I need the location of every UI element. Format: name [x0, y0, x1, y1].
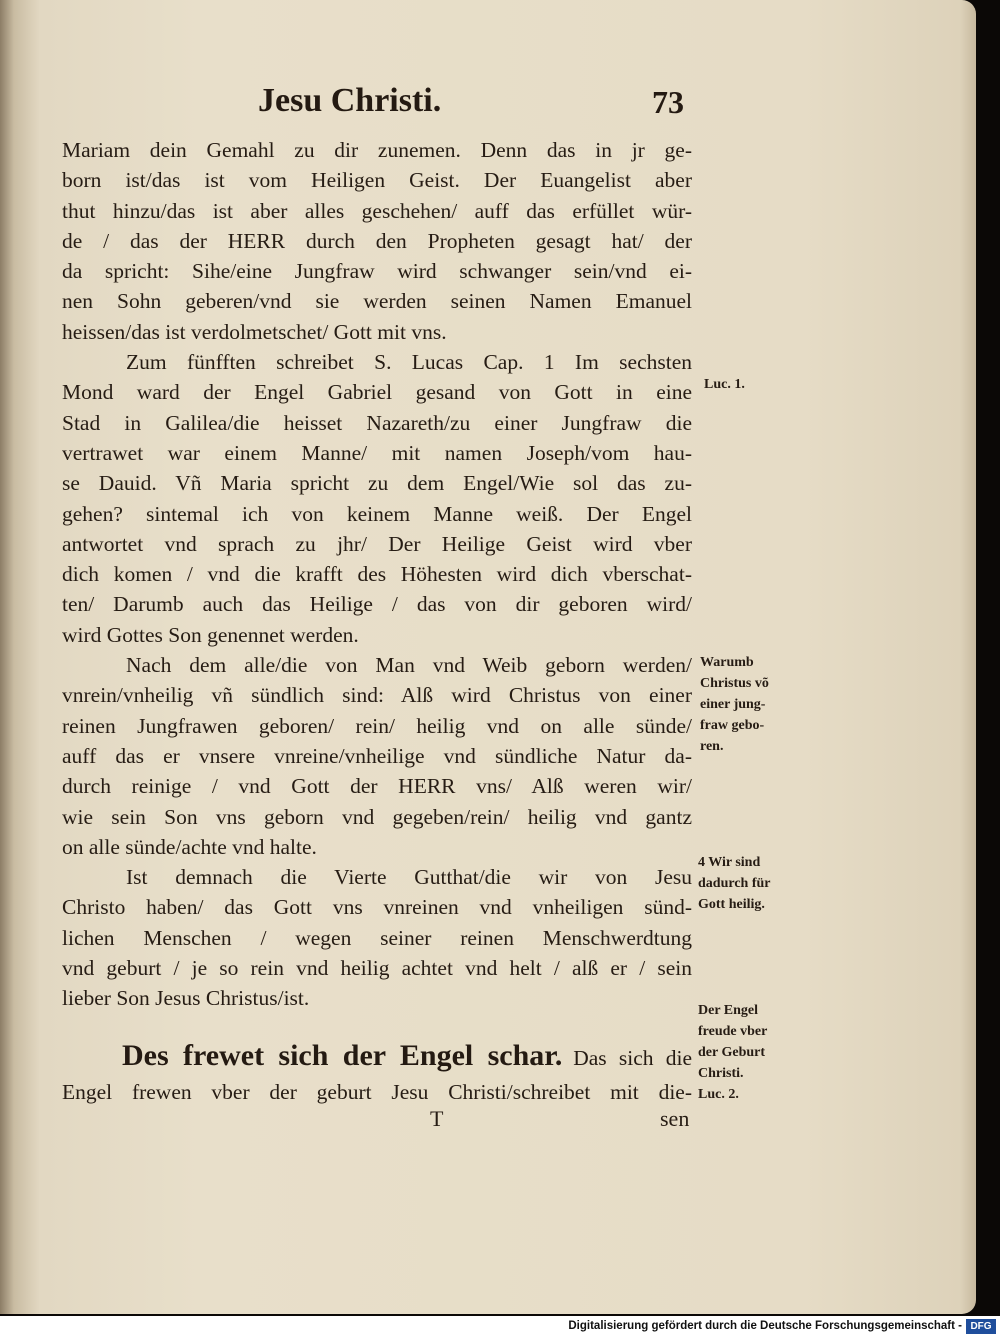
text-line: se Dauid. Vñ Maria spricht zu dem Engel/Wie sol das zu- [62, 471, 692, 496]
margin-note-line: Luc. 2. [698, 1087, 739, 1102]
margin-note-luc1: Luc. 1. [704, 377, 745, 392]
page-header [0, 82, 700, 122]
text-line: reinen Jungfrawen geboren/ rein/ heilig vnd on alle sünde/ [62, 713, 692, 738]
text-line: vnd geburt / je so rein vnd heilig achtet vnd helt / alß er / sein [62, 956, 692, 981]
heading-continuation: Das sich die [573, 1046, 692, 1070]
dfg-logo: DFG [966, 1319, 996, 1334]
text-line: antwortet vnd sprach zu jhr/ Der Heilige Geist wird vber [62, 531, 692, 556]
text-line: nen Sohn geberen/vnd sie werden seinen Namen Emanuel [62, 289, 692, 314]
margin-note-line: Christus võ [700, 676, 769, 691]
text-line: born ist/das ist vom Heiligen Geist. Der Euangelist aber [62, 168, 692, 193]
margin-note-line: ren. [700, 739, 724, 754]
funding-notice: Digitalisierung gefördert durch die Deutsche Forschungsgemeinschaft - [568, 1320, 962, 1332]
text-line: gehen? sintemal ich von keinem Manne weiß. Der Engel [62, 501, 692, 526]
text-line: vertrawet war einem Manne/ mit namen Joseph/vom hau- [62, 440, 692, 465]
margin-note-engel [698, 1000, 767, 1105]
margin-note-wir-sind [698, 852, 770, 915]
text-line: on alle sünde/achte vnd halte. [62, 834, 317, 859]
margin-note-line: Gott heilig. [698, 897, 765, 912]
margin-note-line: einer jung- [700, 697, 766, 712]
text-line: lichen Menschen / wegen seiner reinen Menschwerdtung [62, 925, 692, 950]
footer [0, 1316, 1000, 1338]
margin-note-line: der Geburt [698, 1045, 766, 1060]
text-line: auff das er vnsere vnreine/vnheilige vnd sündliche Natur da- [62, 743, 692, 768]
section-heading: Des frewet sich der Engel schar. [122, 1039, 563, 1072]
signature-mark: T [430, 1106, 444, 1131]
margin-note-line: dadurch für [698, 876, 771, 891]
text-line: Engel frewen vber der geburt Jesu Christi/schreibet mit die- [62, 1080, 692, 1104]
text-line: da spricht: Sihe/eine Jungfraw wird schwanger sein/vnd ei- [62, 259, 692, 284]
margin-note-line: fraw gebo- [700, 718, 765, 733]
body-text [62, 135, 692, 1014]
text-line: Mond ward der Engel Gabriel gesand von Gott in eine [62, 380, 692, 405]
text-line: lieber Son Jesus Christus/ist. [62, 986, 310, 1011]
text-line: wird Gottes Son genennet werden. [62, 622, 359, 647]
page-number: 73 [652, 84, 684, 120]
catchword: sen [660, 1106, 690, 1131]
text-line: vnrein/vnheilig vñ sündlich sind: Alß wird Christus von einer [62, 683, 692, 708]
text-line: ten/ Darumb auch das Heilige / das von dir geboren wird/ [62, 592, 692, 617]
margin-note-warumb [700, 652, 769, 757]
margin-note-line: 4 Wir sind [698, 855, 761, 870]
section-heading-line [62, 1036, 692, 1076]
text-line: heissen/das ist verdolmetschet/ Gott mit vns. [62, 319, 447, 344]
text-line: Mariam dein Gemahl zu dir zunemen. Denn das in jr ge- [62, 138, 692, 162]
margin-note-line: Warumb [700, 655, 754, 670]
text-line: durch reinige / vnd Gott der HERR vns/ Alß weren wir/ [62, 774, 692, 799]
text-line: Stad in Galilea/die heisset Nazareth/zu einer Jungfraw die [62, 410, 692, 435]
text-line: Zum fünfften schreibet S. Lucas Cap. 1 Im sechsten [126, 350, 692, 375]
margin-note-line: freude vber [698, 1024, 768, 1039]
text-line: dich komen / vnd die krafft des Höhesten wird dich vberschat- [62, 562, 692, 587]
margin-note-line: Der Engel [698, 1003, 759, 1018]
running-title: Jesu Christi. [258, 82, 442, 119]
margin-note-line: Christi. [698, 1066, 744, 1081]
text-line: Ist demnach die Vierte Gutthat/die wir von Jesu [126, 865, 692, 890]
text-line: de / das der HERR durch den Propheten gesagt hat/ der [62, 228, 692, 253]
text-line: wie sein Son vns geborn vnd gegeben/rein/ heilig vnd gantz [62, 804, 692, 829]
text-line: thut hinzu/das ist aber alles geschehen/ auff das erfüllet wür- [62, 198, 692, 223]
text-line: Christo haben/ das Gott vns vnreinen vnd vnheiligen sünd- [62, 895, 692, 920]
text-line: Nach dem alle/die von Man vnd Weib geborn werden/ [126, 653, 692, 678]
